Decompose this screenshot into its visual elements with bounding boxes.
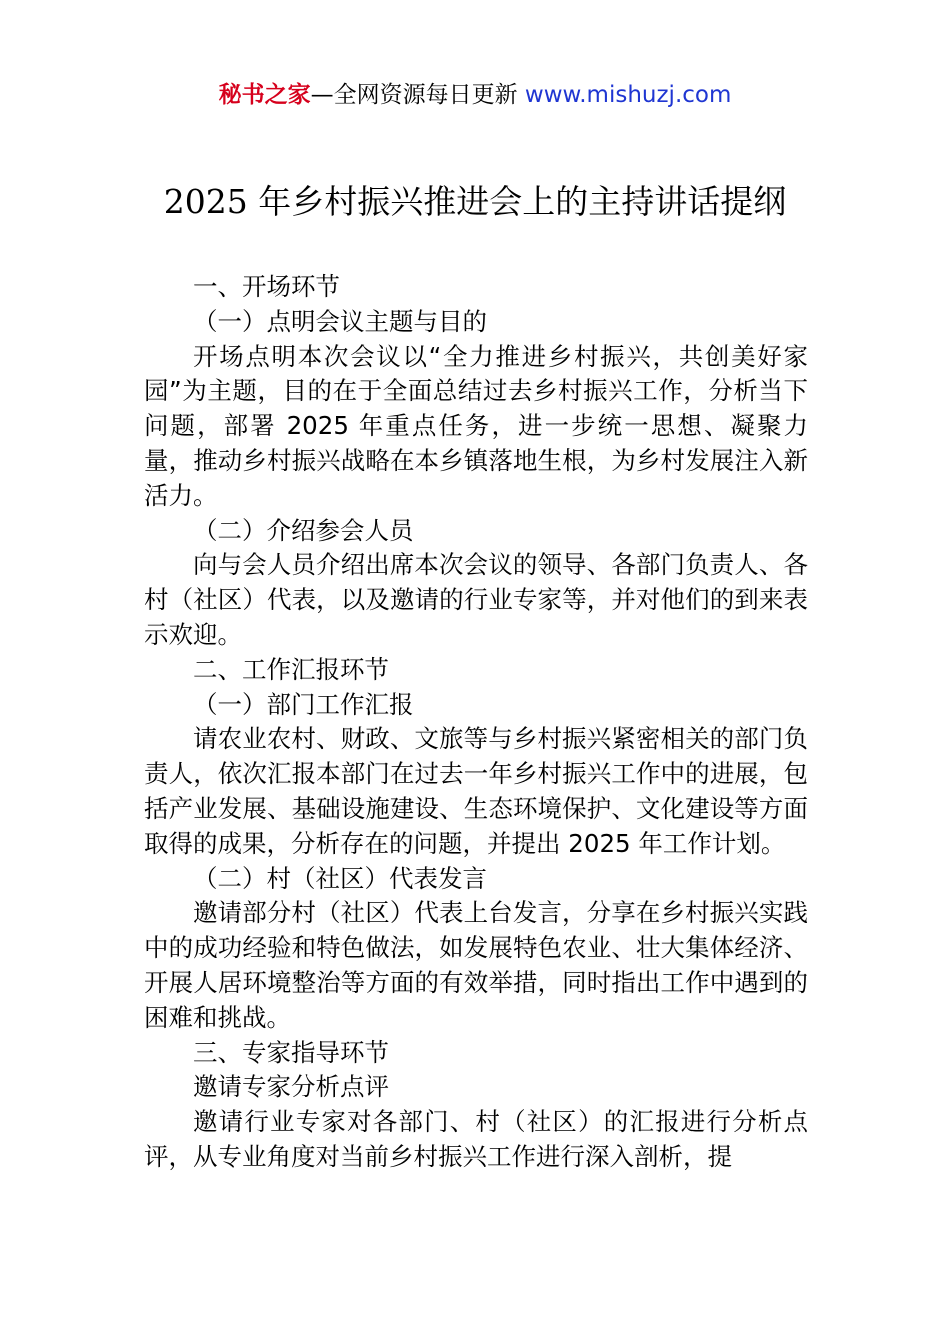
document-body xyxy=(144,270,808,1175)
section-heading: 三、专家指导环节 xyxy=(193,1037,389,1067)
header-tagline: —全网资源每日更新 xyxy=(310,82,525,108)
subsection-heading: （二）介绍参会人员 xyxy=(193,515,414,545)
body-paragraph: 邀请部分村（社区）代表上台发言，分享在乡村振兴实践中的成功经验和特色做法，如发展特色农业、壮大集体经济、开展人居环境整治等方面的有效举措，同时指出工作中遇到的困难和挑战。 xyxy=(144,898,808,1032)
subsection-heading: （一）部门工作汇报 xyxy=(193,689,414,719)
site-url-link[interactable]: www.mishuzj.com xyxy=(524,82,732,108)
body-paragraph: 向与会人员介绍出席本次会议的领导、各部门负责人、各村（社区）代表，以及邀请的行业专家等，并对他们的到来表示欢迎。 xyxy=(144,550,808,649)
subsection-heading: 邀请专家分析点评 xyxy=(193,1072,389,1102)
body-paragraph: 开场点明本次会议以“全力推进乡村振兴，共创美好家园”为主题，目的在于全面总结过去乡村振兴工作，分析当下问题，部署 2025 年重点任务，进一步统一思想、凝聚力量，推动乡村振兴战略在本乡镇落地生根，为乡村发展注入新活力。 xyxy=(144,341,808,510)
brand-name: 秘书之家 xyxy=(218,82,311,108)
site-header xyxy=(0,78,950,112)
body-paragraph: 请农业农村、财政、文旅等与乡村振兴紧密相关的部门负责人，依次汇报本部门在过去一年乡村振兴工作中的进展，包括产业发展、基础设施建设、生态环境保护、文化建设等方面取得的成果，分析存在的问题，并提出 2025 年工作计划。 xyxy=(144,724,808,858)
body-paragraph: 邀请行业专家对各部门、村（社区）的汇报进行分析点评，从专业角度对当前乡村振兴工作进行深入剖析，提 xyxy=(144,1107,808,1171)
subsection-heading: （一）点明会议主题与目的 xyxy=(193,306,487,336)
document-title: 2025 年乡村振兴推进会上的主持讲话提纲 xyxy=(163,182,787,221)
subsection-heading: （二）村（社区）代表发言 xyxy=(193,863,487,893)
section-heading: 一、开场环节 xyxy=(193,272,340,301)
section-heading: 二、工作汇报环节 xyxy=(193,654,389,684)
